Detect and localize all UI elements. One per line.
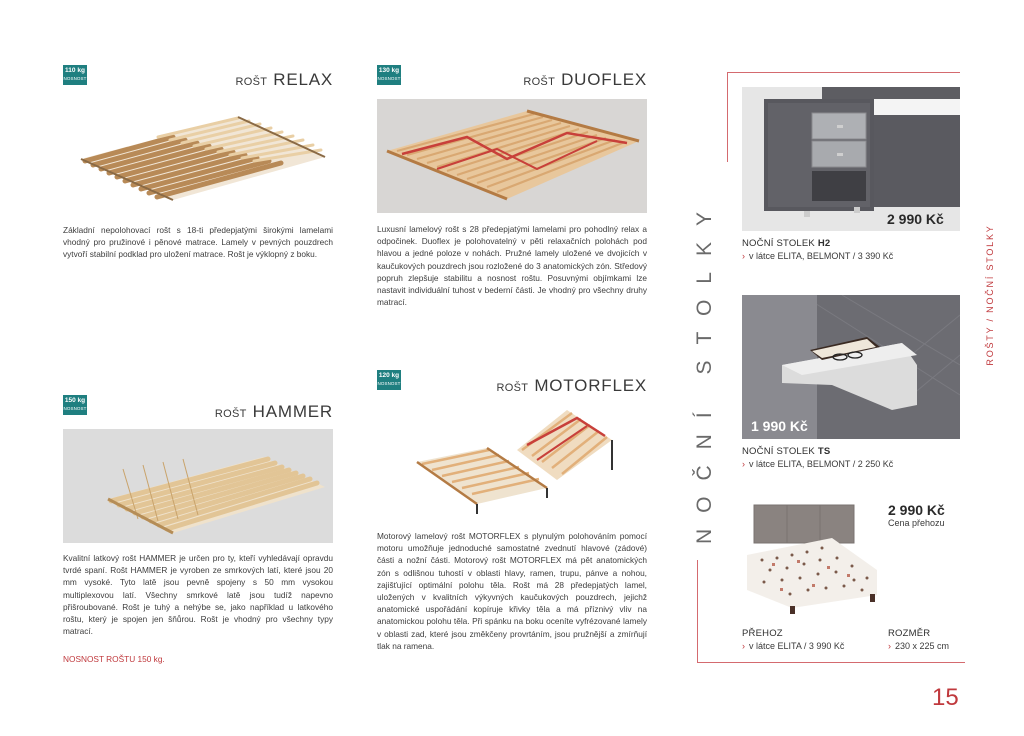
ts-name-prefix: NOČNÍ STOLEK — [742, 446, 815, 457]
relax-image — [63, 97, 333, 207]
frame-bottom-line — [697, 662, 965, 663]
prehoz-arrow-icon: › — [742, 641, 745, 651]
prehoz-price: 2 990 Kč — [888, 502, 945, 518]
h2-price: 2 990 Kč — [887, 211, 944, 227]
side-tag — [960, 210, 1020, 380]
motorflex-title-prefix: ROŠT — [496, 382, 529, 394]
prehoz-price-caption: Cena přehozu — [888, 518, 945, 528]
relax-load-label: NOSNOST — [63, 75, 87, 81]
prehoz-size-arrow-icon: › — [888, 641, 891, 651]
page-number: 15 — [932, 684, 959, 711]
ts-arrow-icon: › — [742, 459, 745, 469]
duoflex-title-name: DUOFLEX — [561, 70, 647, 89]
prehoz-size-label: ROZMĚR — [888, 628, 931, 639]
ts-variant — [742, 459, 893, 469]
duoflex-load-label: NOSNOST — [377, 75, 401, 81]
ts-name — [742, 446, 830, 457]
section-title-text: NOČNÍ STOLKY — [693, 196, 716, 544]
relax-title-prefix: ROŠT — [235, 76, 268, 88]
hammer-load-note: NOSNOST ROŠTU 150 kg. — [63, 654, 165, 664]
prehoz-size-text: 230 x 225 cm — [895, 641, 950, 651]
hammer-description: Kvalitní latkový rošt HAMMER je určen pro ty, kteří vyhledávají opravdu tvrdé spaní. Rošt HAMMER je vyroben ze smrkových latí, které jsou 20 mm vysoké. Tyto latě jsou pevně spojeny s 50 mm vysokou multiplexovou latí. Všechny smrkové latě jsou tudíž napevno přišroubované. Rošt je tuhý a nehýbe se, jako například u latkového roštu, který je spojen jen šňůrou. Rošt je vhodný pro všechny typy matrací. — [63, 553, 333, 637]
duoflex-load-value: 130 kg — [378, 67, 400, 74]
frame-left-line-top — [727, 72, 728, 162]
prehoz-size — [888, 641, 949, 651]
relax-description: Základní nepolohovací rošt s 18-ti předepjatými širokými lamelami vhodný pro pružinové i pěnové matrace. Lamely v pevných pouzdrech vytvoří stabilní podklad pro uložení matrace. Rošt je výklopný z boku. — [63, 225, 333, 260]
duoflex-title-prefix: ROŠT — [523, 76, 556, 88]
motorflex-image — [377, 400, 647, 520]
h2-model: H2 — [817, 238, 831, 249]
motorflex-load-badge — [377, 370, 401, 390]
relax-load-value: 110 kg — [65, 67, 85, 74]
hammer-image — [63, 429, 333, 543]
motorflex-title — [497, 376, 647, 396]
hammer-title — [215, 402, 333, 422]
prehoz-variant-text: v látce ELITA / 3 990 Kč — [749, 641, 845, 651]
hammer-load-badge — [63, 395, 87, 415]
relax-load-badge — [63, 65, 87, 85]
duoflex-load-badge — [377, 65, 401, 85]
motorflex-load-label: NOSNOST — [377, 380, 401, 386]
motorflex-title-name: MOTORFLEX — [534, 376, 647, 395]
frame-top-line — [727, 72, 960, 73]
side-tag-text: ROŠTY / NOČNÍ STOLKY — [985, 224, 995, 366]
duoflex-image — [377, 99, 647, 213]
prehoz-name: PŘEHOZ — [742, 628, 783, 639]
relax-title-name: RELAX — [273, 70, 333, 89]
h2-variant-text: v látce ELITA, BELMONT / 3 390 Kč — [749, 251, 894, 261]
duoflex-title — [523, 70, 647, 90]
section-title — [660, 160, 750, 580]
ts-model: TS — [817, 446, 831, 457]
relax-title — [235, 70, 333, 90]
duoflex-description: Luxusní lamelový rošt s 28 předepjatými lamelami pro pohodlný relax a odpočinek. Duoflex je polohovatelný v pěti relaxačních polohách pod hlavou a jedné poloze v nohách. Pružné lamely uložené ve dvojicích v kaučukových pouzdrech jsou rozložené do 3 anatomických zón. Středový popruh zlepšuje stabilitu a nosnost roštu. Posuvnými objímkami lze nastavit individuální tuhost v bederní části. Je vhodný pro všechny druhy matrací. — [377, 224, 647, 308]
hammer-title-name: HAMMER — [252, 402, 333, 421]
hammer-load-label: NOSNOST — [63, 405, 87, 411]
h2-name — [742, 238, 830, 249]
h2-nightstand-image — [742, 87, 960, 231]
motorflex-load-value: 120 kg — [378, 372, 400, 379]
hammer-load-value: 150 kg — [64, 397, 86, 404]
prehoz-variant — [742, 641, 844, 651]
h2-name-prefix: NOČNÍ STOLEK — [742, 238, 815, 249]
ts-price: 1 990 Kč — [751, 418, 808, 434]
ts-variant-text: v látce ELITA, BELMONT / 2 250 Kč — [749, 459, 894, 469]
bedspread-image — [742, 500, 880, 615]
motorflex-description: Motorový lamelový rošt MOTORFLEX s plynulým polohováním pomocí motoru umožňuje jednoduché samostatné zvednutí hlavové (zádové) části a nožní části. Motorový rošt MOTORFLEX má pět anatomických zón s odlišnou tuhostí v oblasti hlavy, ramen, trupu, pánve a nohou, zajišťující optimální polohu těla. Rošt má 28 předepjatých lamel, uložených v kvalitních výkyvných kaučukových pouzdrech, jejichž anatomické uspořádání kopíruje křivky těla a má příznivý vliv na anatomickou polohu těla. Při spánku na boku oceníte vyfrézované lamely v oblasti zad, které jsou změkčeny provrtáním, jsou pružnější a zmírňují tlak na ramena. — [377, 531, 647, 651]
h2-variant — [742, 251, 893, 261]
h2-arrow-icon: › — [742, 251, 745, 261]
hammer-title-prefix: ROŠT — [214, 408, 247, 420]
